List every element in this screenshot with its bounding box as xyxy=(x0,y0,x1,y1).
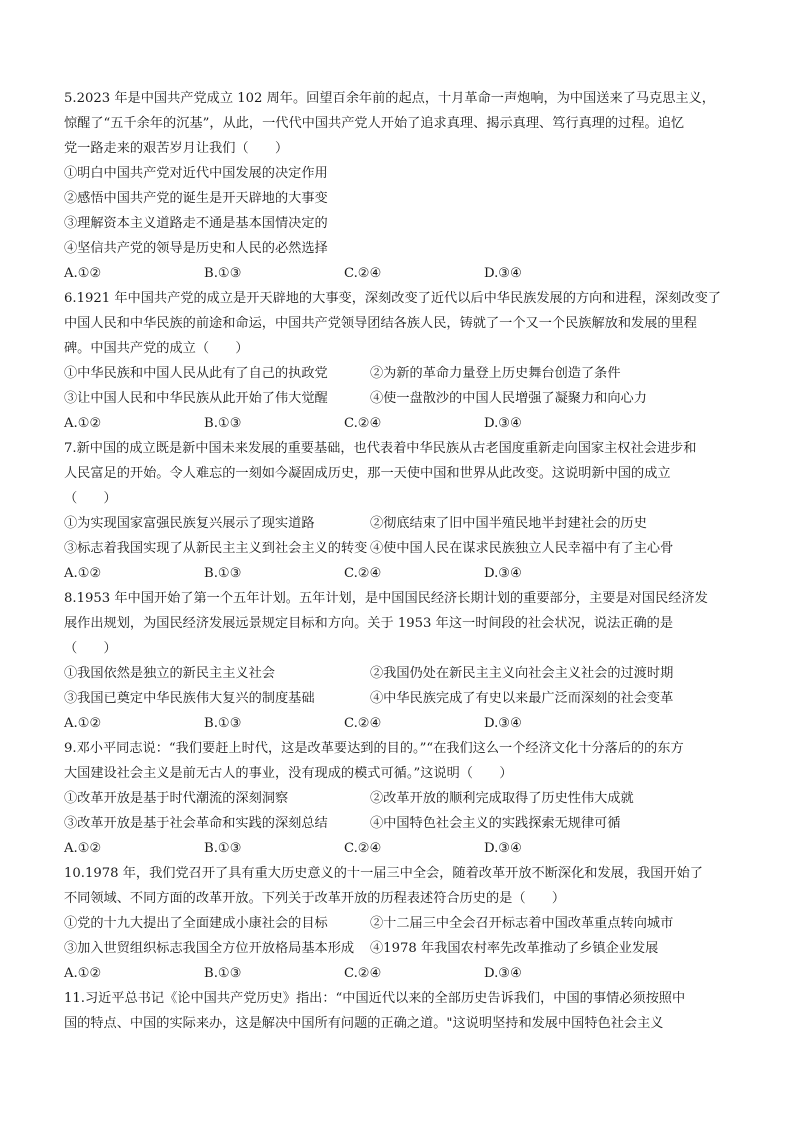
question-9 xyxy=(64,736,740,861)
option-a: A.①② xyxy=(64,566,102,581)
question-stem: 大国建设社会主义是前无古人的事业，没有现成的模式可循。”这说明（ ） xyxy=(64,766,513,781)
option-c: C.②④ xyxy=(344,966,382,981)
option-c: C.②④ xyxy=(344,416,382,431)
question-stem: 展作出规划，为国民经济发展远景规定目标和方向。关于 1953 年这一时间段的社会状况，说法正确的是 xyxy=(64,616,674,631)
statement: ②十二届三中全会召开标志着中国改革重点转向城市 xyxy=(370,916,674,931)
statement: ①中华民族和中国人民从此有了自己的执政党 xyxy=(64,366,328,381)
statement: ②改革开放的顺利完成取得了历史性伟大成就 xyxy=(370,791,634,806)
question-6 xyxy=(64,286,740,436)
statement: ③加入世贸组织标志我国全方位开放格局基本形成 xyxy=(64,941,355,956)
option-a: A.①② xyxy=(64,716,102,731)
question-11 xyxy=(64,986,740,1036)
option-b: B.①③ xyxy=(204,966,242,981)
question-stem: 5.2023 年是中国共产党成立 102 周年。回望百余年前的起点，十月革命一声炮响，为中国送来了马克思主义， xyxy=(64,91,715,106)
answer-options xyxy=(64,711,740,736)
statement-row xyxy=(64,511,740,536)
question-stem: 9.邓小平同志说：“我们要赶上时代，这是改革要达到的目的。”“在我们这么一个经济文化十分落后的的东方 xyxy=(64,741,684,756)
answer-options xyxy=(64,961,740,986)
question-10 xyxy=(64,861,740,986)
option-c: C.②④ xyxy=(344,566,382,581)
statement: ④1978 年我国农村率先改革推动了乡镇企业发展 xyxy=(370,941,659,956)
question-stem: 人民富足的开始。令人难忘的一刻如今凝固成历史，那一天使中国和世界从此改变。这说明新中国的成立 xyxy=(64,466,671,481)
option-b: B.①③ xyxy=(204,566,242,581)
statement-row xyxy=(64,811,740,836)
option-a: A.①② xyxy=(64,416,102,431)
answer-options xyxy=(64,411,740,436)
option-b: B.①③ xyxy=(204,716,242,731)
statement: ①明白中国共产党对近代中国发展的决定作用 xyxy=(64,166,328,181)
statement: ③我国已奠定中华民族伟大复兴的制度基础 xyxy=(64,691,315,706)
question-5 xyxy=(64,86,740,286)
statement-row xyxy=(64,911,740,936)
question-stem: 党一路走来的艰苦岁月让我们（ ） xyxy=(64,141,289,156)
statement: ③让中国人民和中华民族从此开始了伟大觉醒 xyxy=(64,391,328,406)
question-stem: 6.1921 年中国共产党的成立是开天辟地的大事变，深刻改变了近代以后中华民族发展的方向和进程，深刻改变了 xyxy=(64,291,721,306)
question-stem: 8.1953 年中国开始了第一个五年计划。五年计划，是中国国民经济长期计划的重要部分，主要是对国民经济发 xyxy=(64,591,708,606)
question-stem: 惊醒了“五千余年的沉基”，从此，一代代中国共产党人开始了追求真理、揭示真理、笃行真理的过程。追忆 xyxy=(64,116,685,131)
statement: ①党的十九大提出了全面建成小康社会的目标 xyxy=(64,916,328,931)
option-a: A.①② xyxy=(64,841,102,856)
statement: ③标志着我国实现了从新民主主义到社会主义的转变 xyxy=(64,541,368,556)
statement: ②感悟中国共产党的诞生是开天辟地的大事变 xyxy=(64,191,328,206)
answer-options xyxy=(64,561,740,586)
question-7 xyxy=(64,436,740,586)
question-stem: 11.习近平总书记《论中国共产党历史》指出：“中国近代以来的全部历史告诉我们，中国的事情必须按照中 xyxy=(64,991,686,1006)
statement: ①改革开放是基于时代潮流的深刻洞察 xyxy=(64,791,289,806)
option-c: C.②④ xyxy=(344,266,382,281)
question-stem: （ ） xyxy=(64,641,117,656)
question-stem: 不同领域、不同方面的改革开放。下列关于改革开放的历程表述符合历史的是（ ） xyxy=(64,891,566,906)
exam-page xyxy=(64,86,740,1036)
question-stem: 碑。中国共产党的成立（ ） xyxy=(64,341,249,356)
statement: ④中国特色社会主义的实践探索无规律可循 xyxy=(370,816,621,831)
statement-row xyxy=(64,386,740,411)
statement: ④坚信共产党的领导是历史和人民的必然选择 xyxy=(64,241,328,256)
answer-options xyxy=(64,261,740,286)
option-c: C.②④ xyxy=(344,716,382,731)
statement: ③改革开放是基于社会革命和实践的深刻总结 xyxy=(64,816,328,831)
statement: ②彻底结束了旧中国半殖民地半封建社会的历史 xyxy=(370,516,647,531)
option-d: D.③④ xyxy=(484,266,522,281)
option-d: D.③④ xyxy=(484,716,522,731)
statement: ④使一盘散沙的中国人民增强了凝聚力和向心力 xyxy=(370,391,647,406)
statement: ④使中国人民在谋求民族独立人民幸福中有了主心骨 xyxy=(370,541,674,556)
option-b: B.①③ xyxy=(204,841,242,856)
statement: ③理解资本主义道路走不通是基本国情决定的 xyxy=(64,216,328,231)
statement-row xyxy=(64,536,740,561)
option-d: D.③④ xyxy=(484,966,522,981)
option-d: D.③④ xyxy=(484,841,522,856)
option-c: C.②④ xyxy=(344,841,382,856)
statement-row xyxy=(64,661,740,686)
question-stem: 10.1978 年，我们党召开了具有重大历史意义的十一届三中全会，随着改革开放不断深化和发展，我国开始了 xyxy=(64,866,703,881)
statement-row xyxy=(64,786,740,811)
statement-row xyxy=(64,686,740,711)
statement: ②我国仍处在新民主主义向社会主义社会的过渡时期 xyxy=(370,666,674,681)
question-stem: 7.新中国的成立既是新中国未来发展的重要基础，也代表着中华民族从古老国度重新走向国家主权社会进步和 xyxy=(64,441,697,456)
option-b: B.①③ xyxy=(204,416,242,431)
statement-row xyxy=(64,361,740,386)
option-d: D.③④ xyxy=(484,416,522,431)
statement-row xyxy=(64,936,740,961)
statement: ②为新的革命力量登上历史舞台创造了条件 xyxy=(370,366,621,381)
option-a: A.①② xyxy=(64,966,102,981)
question-stem: 国的特点、中国的实际来办，这是解决中国所有问题的正确之道。"这说明坚持和发展中国特色社会主义 xyxy=(64,1016,664,1031)
option-b: B.①③ xyxy=(204,266,242,281)
option-d: D.③④ xyxy=(484,566,522,581)
question-8 xyxy=(64,586,740,736)
answer-options xyxy=(64,836,740,861)
statement: ①为实现国家富强民族复兴展示了现实道路 xyxy=(64,516,315,531)
statement: ④中华民族完成了有史以来最广泛而深刻的社会变革 xyxy=(370,691,674,706)
question-stem: 中国人民和中华民族的前途和命运，中国共产党领导团结各族人民，铸就了一个又一个民族解放和发展的里程 xyxy=(64,316,697,331)
option-a: A.①② xyxy=(64,266,102,281)
question-stem: （ ） xyxy=(64,491,117,506)
statement: ①我国依然是独立的新民主主义社会 xyxy=(64,666,275,681)
